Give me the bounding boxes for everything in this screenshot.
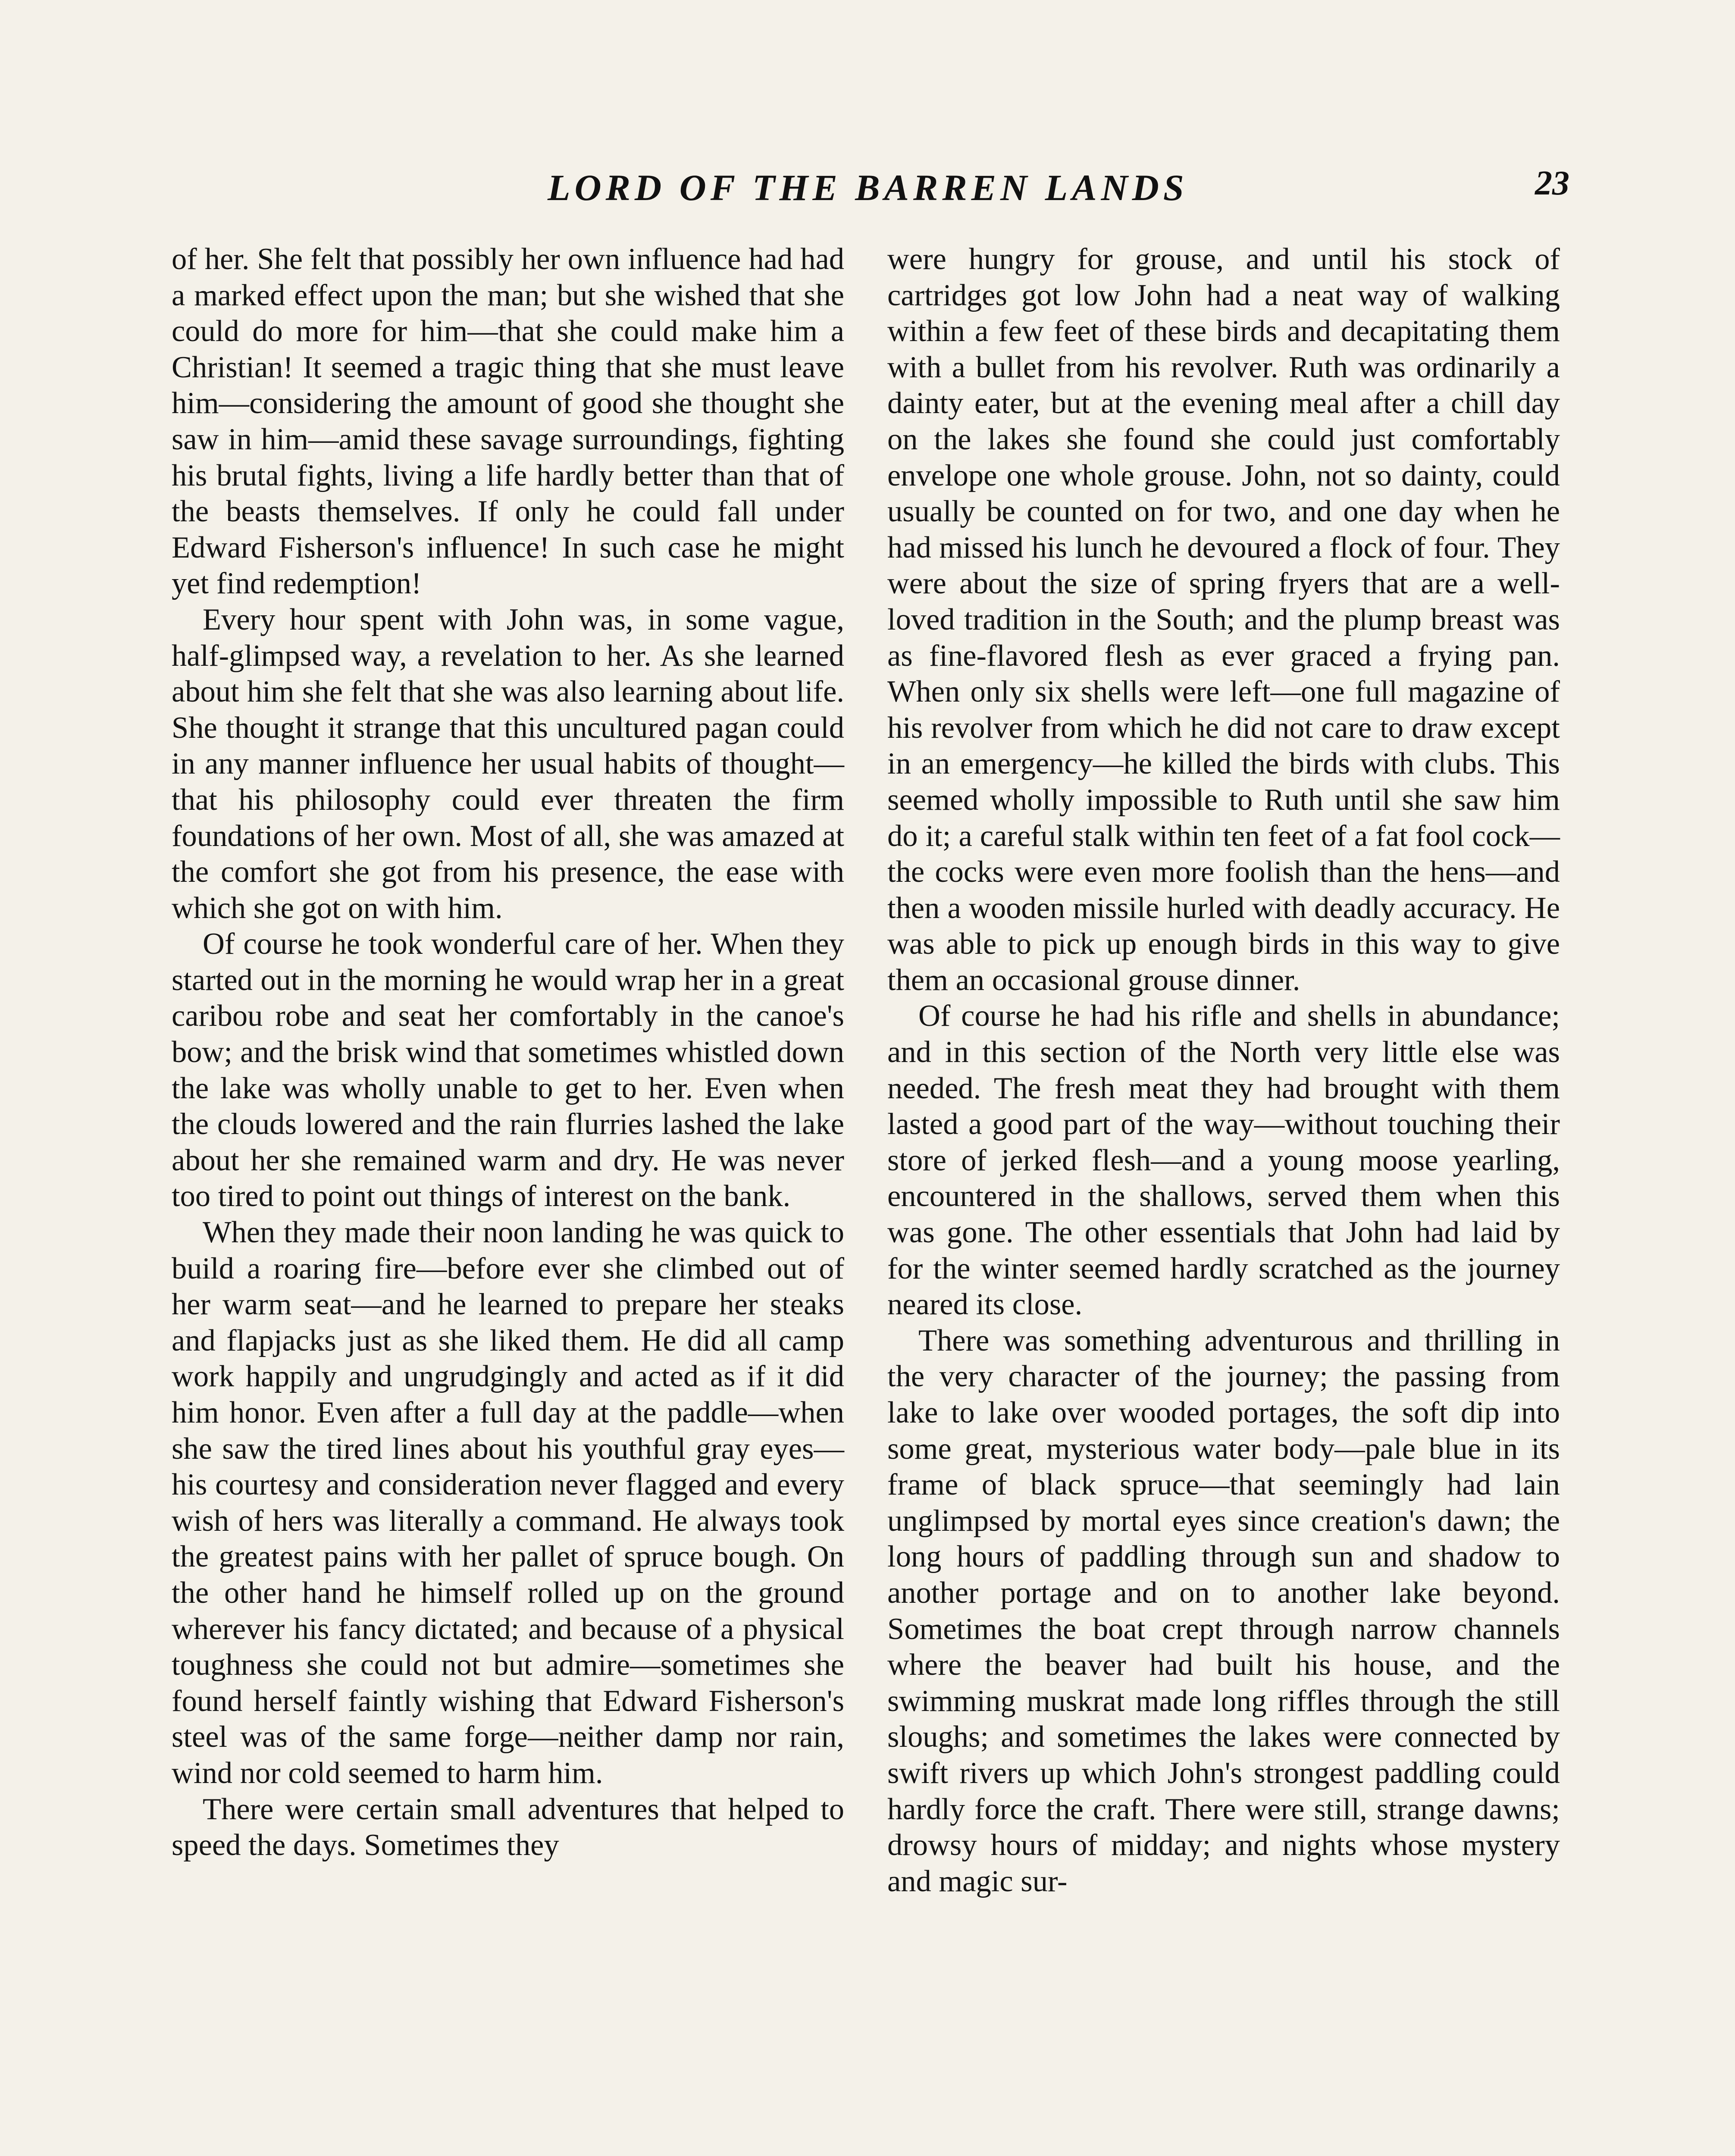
paragraph: were hungry for grouse, and until his stock of cartridges got low John had a neat way of walking within a few feet of these birds and decapitating them with a bullet from his revolver. Ruth was ordinarily a dainty eater, but at the evening meal after a chill day on the lakes she found she could just comfortably envelope one whole grouse. John, not so dainty, could usually be counted on for two, and one day when he had missed his lunch he devoured a flock of four. They were about the size of spring fryers that are a well-loved tradition in the South; and the plump breast was as fine-flavored flesh as ever graced a frying pan. When only six shells were left—one full magazine of his revolver from which he did not care to draw except in an emergency—he killed the birds with clubs. This seemed wholly impossible to Ruth until she saw him do it; a careful stalk within ten feet of a fat fool cock—the cocks were even more foolish than the hens—and then a wooden missile hurled with deadly accuracy. He was able to pick up enough birds in this way to give them an occasional grouse dinner. <box>887 242 1560 997</box>
left-column <box>172 241 844 1864</box>
paragraph: Of course he took wonderful care of her. When they started out in the morning he would wrap her in a great caribou robe and seat her comfortably in the canoe's bow; and the brisk wind that sometimes whistled down the lake was wholly unable to get to her. Even when the clouds lowered and the rain flurries lashed the lake about her she remained warm and dry. He was never too tired to point out things of interest on the bank. <box>172 927 844 1213</box>
paragraph: There was something adventurous and thrilling in the very character of the journey; the passing from lake to lake over wooded portages, the soft dip into some great, mysterious water body—pale blue in its frame of black spruce—that seemingly had lain unglimpsed by mortal eyes since creation's dawn; the long hours of paddling through sun and shadow to another portage and on to another lake beyond. Sometimes the boat crept through narrow channels where the beaver had built his house, and the swimming muskrat made long riffles through the still sloughs; and sometimes the lakes were connected by swift rivers up which John's strongest paddling could hardly force the craft. There were still, strange dawns; drowsy hours of midday; and nights whose mystery and magic sur- <box>887 1323 1560 1898</box>
paragraph: Every hour spent with John was, in some vague, half-glimpsed way, a revelation to her. As she learned about him she felt that she was also learning about life. She thought it strange that this uncultured pagan could in any manner influence her usual habits of thought—that his philosophy could ever threaten the firm foundations of her own. Most of all, she was amazed at the comfort she got from his presence, the ease with which she got on with him. <box>172 602 844 925</box>
paragraph: When they made their noon landing he was quick to build a roaring fire—before ever she climbed out of her warm seat—and he learned to prepare her steaks and flapjacks just as she liked them. He did all camp work happily and ungrudgingly and acted as if it did him honor. Even after a full day at the paddle—when she saw the tired lines about his youthful gray eyes—his courtesy and consideration never flagged and every wish of hers was literally a command. He always took the greatest pains with her pallet of spruce bough. On the other hand he himself rolled up on the ground wherever his fancy dictated; and because of a physical toughness she could not but admire—sometimes she found herself faintly wishing that Edward Fisherson's steel was of the same forge—neither damp nor rain, wind nor cold seemed to harm him. <box>172 1216 844 1790</box>
paragraph: Of course he had his rifle and shells in abundance; and in this section of the North very little else was needed. The fresh meat they had brought with them lasted a good part of the way—without touching their store of jerked flesh—and a young moose yearling, encountered in the shallows, served them when this was gone. The other essentials that John had laid by for the winter seemed hardly scratched as the journey neared its close. <box>887 999 1560 1322</box>
page-number: 23 <box>1535 164 1569 202</box>
paragraph: of her. She felt that possibly her own influence had had a marked effect upon the man; but she wished that she could do more for him—that she could make him a Christian! It seemed a tragic thing that she must leave him—considering the amount of good she thought she saw in him—amid these savage surroundings, fighting his brutal fights, living a life hardly better than that of the beasts themselves. If only he could fall under Edward Fisherson's influence! In such case he might yet find redemption! <box>172 242 844 601</box>
paragraph: There were certain small adventures that helped to speed the days. Sometimes they <box>172 1792 844 1862</box>
right-column <box>887 241 1560 1899</box>
running-title: LORD OF THE BARREN LANDS <box>548 167 1188 208</box>
